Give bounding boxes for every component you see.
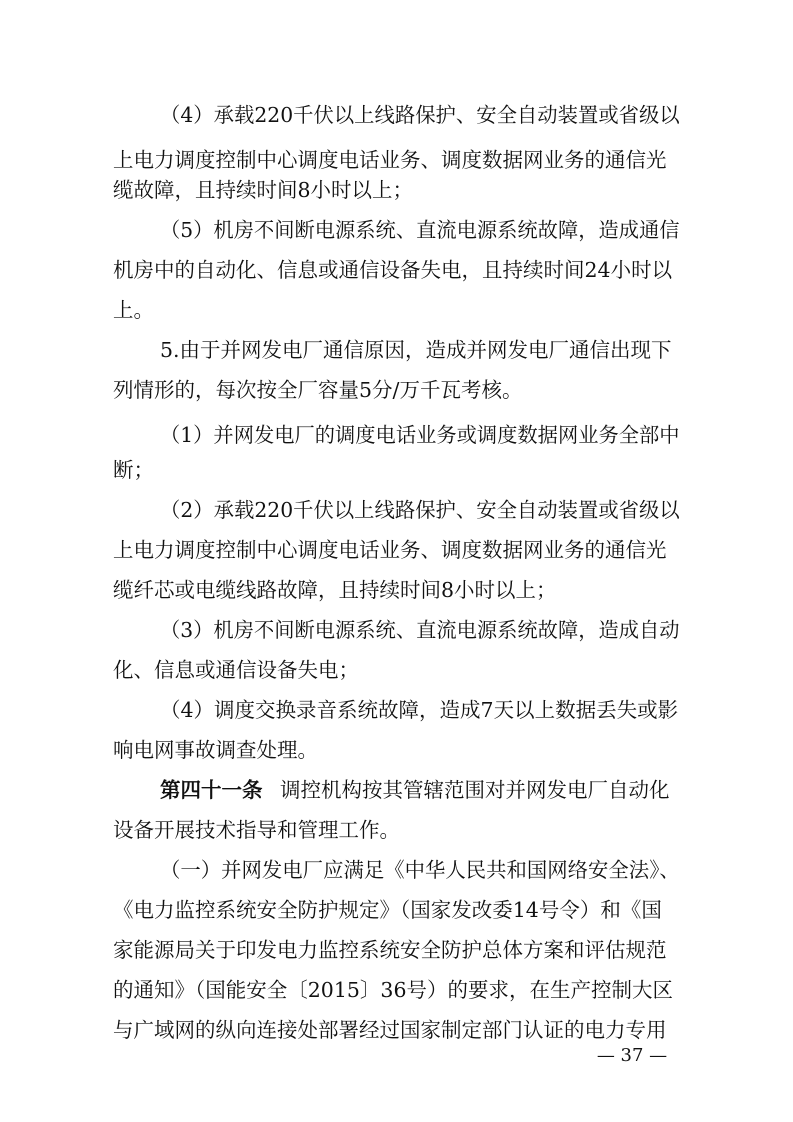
text-line: 上电力调度控制中心调度电话业务、调度数据网业务的通信光 xyxy=(113,538,667,562)
text-line: （2）承载220千伏以上线路保护、安全自动装置或省级以 xyxy=(160,498,680,522)
text-line: 缆纤芯或电缆线路故障，且持续时间8小时以上； xyxy=(113,578,557,602)
text-line: 与广域网的纵向连接处部署经过国家制定部门认证的电力专用 xyxy=(113,1018,667,1042)
text-line: （1）并网发电厂的调度电话业务或调度数据网业务全部中 xyxy=(160,423,680,447)
text-line: 断； xyxy=(113,458,154,482)
text-line: 机房中的自动化、信息或通信设备失电，且持续时间24小时以 xyxy=(113,258,673,282)
text-line: 5.由于并网发电厂通信原因，造成并网发电厂通信出现下 xyxy=(160,338,672,362)
page-number: — 37 — xyxy=(596,1045,668,1066)
text-line: （一）并网发电厂应满足《中华人民共和国网络安全法》、 xyxy=(160,858,680,882)
text-line: 上电力调度控制中心调度电话业务、调度数据网业务的通信光 xyxy=(113,148,667,172)
text-line: 缆故障，且持续时间8小时以上； xyxy=(113,178,414,202)
text-line: （4）调度交换录音系统故障，造成7天以上数据丢失或影 xyxy=(160,698,679,722)
text-line: （3）机房不间断电源系统、直流电源系统故障，造成自动 xyxy=(160,618,680,642)
text-line: 化、信息或通信设备失电； xyxy=(113,658,359,682)
text-line: 响电网事故调查处理。 xyxy=(113,738,318,762)
text-line: （4）承载220千伏以上线路保护、安全自动装置或省级以 xyxy=(160,103,680,127)
article-heading: 第四十一条 xyxy=(160,778,263,802)
text-line: （5）机房不间断电源系统、直流电源系统故障，造成通信 xyxy=(160,218,680,242)
text-line: 上。 xyxy=(113,298,154,322)
text-line: 列情形的，每次按全厂容量5分/万千瓦考核。 xyxy=(113,378,523,402)
text-line: 调控机构按其管辖范围对并网发电厂自动化 xyxy=(280,778,670,802)
text-line: 的通知》（国能安全〔2015〕36号）的要求，在生产控制大区 xyxy=(113,978,674,1002)
text-line: 设备开展技术指导和管理工作。 xyxy=(113,818,400,842)
text-line: 家能源局关于印发电力监控系统安全防护总体方案和评估规范 xyxy=(113,938,667,962)
text-line: 《电力监控系统安全防护规定》（国家发改委14号令）和《国 xyxy=(113,898,662,922)
